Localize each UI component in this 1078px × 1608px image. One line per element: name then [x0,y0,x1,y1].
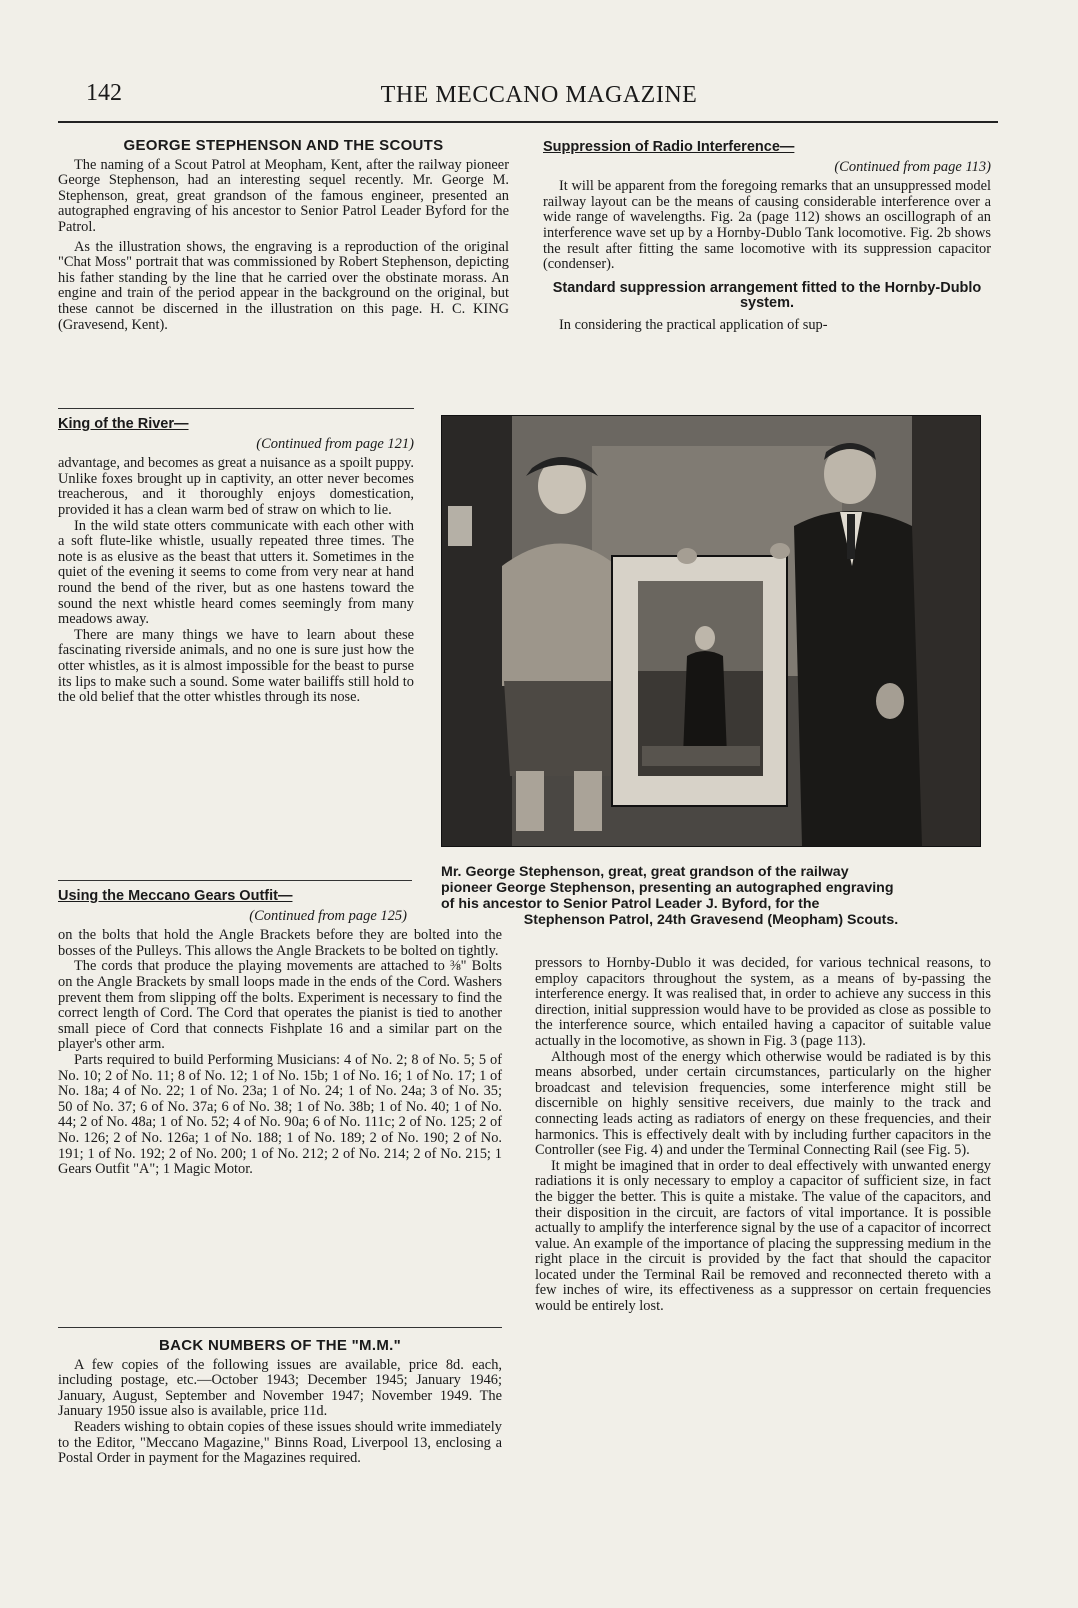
back-numbers-title: BACK NUMBERS OF THE "M.M." [158,1337,401,1354]
gears-paragraph-1: on the bolts that hold the Angle Brackets before they are bolted into the bosses of the Pulleys. This allows the Angle Brackets to be bolted on tightly. [58,927,502,959]
scouts-paragraph-2: As the illustration shows, the engraving is a reproduction of the original "Chat Moss" portrait that was commissioned by Robert Stephenson, depicting his father standing by the line that he carried over the obstinate morass. An engine and train of the period appear in the background on the original, but these cannot be discerned in the illustration on this page. H. C. KING (Gravesend, Kent). [58,238,509,333]
radio-continuation-paragraph-3: It might be imagined that in order to deal effectively with unwanted energy radiations it is only necessary to employ a capacitor of sufficient size, in fact the bigger the better. This is quite a mistake. The value of the capacitors, and their disposition in the circuit, are factors of vital importance. It is possible actually to amplify the interference signal by the use of a capacitor of incorrect value. An example of the importance of placing the suppressing medium in the right place in the circuit is provided by the fact that should the capacitor located under the Terminal Rail be removed and reconnected thereto with a few inches of wire, its effectiveness as a suppressor on certain frequencies would be entirely lost. [535,1157,991,1315]
king-of-river-continued: (Continued from page 121) [256,435,414,452]
header-rule [58,121,998,123]
gears-paragraph-2: The cords that produce the playing movements are attached to ⅜" Bolts on the Angle Brackets by small loops made in the ends of the Cord. Washers prevent them from slipping off the bolts. Experiment is necessary to find the correct length of Cord. The Cord that operates the pianist is tied to another small piece of Cord that connects Fishplate 16 and a similar part on the player's other arm. [58,958,502,1053]
radio-paragraph-1: It will be apparent from the foregoing remarks that an unsuppressed model railway layout can be the means of causing considerable interference over a wide range of wavelengths. Fig. 2a (page 112) shows an oscillograph of an interference wave set up by a Hornby-Dublo Tank locomotive. Fig. 2b shows the result after fitting the same locomotive with its suppression capacitor (condenser). [543,178,991,273]
section-rule [58,1327,502,1328]
caption-line: Stephenson Patrol, 24th Gravesend (Meopham) Scouts. [523,912,899,928]
gears-article [58,880,502,1178]
king-paragraph-3: There are many things we have to learn about these fascinating riverside animals, and no one is sure just how the otter whistles, as it is almost impossible for the beast to purse its lips to make such a sound. Some water bailiffs still hold to the old belief that the otter whistles through its nose. [58,626,414,706]
gears-continued: (Continued from page 125) [249,907,407,924]
scouts-paragraph-1: The naming of a Scout Patrol at Meopham, Kent, after the railway pioneer George Stephenson, had an interesting sequel recently. Mr. George M. Stephenson, great, great grandson of the famous engineer, presented an autographed engraving of his ancestor to Senior Patrol Leader Byford for the Patrol. [58,156,509,235]
radio-continuation-paragraph-2: Although most of the energy which otherwise would be radiated is by this means absorbed, under certain circumstances, particularly on the higher broadcast and television frequencies, some interference might still be discernible on highly sensitive receivers, due mainly to the track and connecting leads acting as radiators of energy on these frequencies, and their harmonics. This is effectively dealt with by including further capacitors in the Controller (see Fig. 4) and under the Terminal Connecting Rail (see Fig. 5). [535,1048,991,1159]
radio-paragraph-2: In considering the practical application of sup- [559,316,828,333]
scouts-article [58,138,509,333]
king-paragraph-1: advantage, and becomes as great a nuisance as a spoilt puppy. Unlike foxes brought up in captivity, an otter never becomes treacherous, and it thoroughly enjoys domestication, provided it has a clean warm bed of straw on which to lie. [58,455,414,518]
caption-line: pioneer George Stephenson, presenting an autographed engraving [441,880,894,896]
caption-line: Mr. George Stephenson, great, great grandson of the railway [441,864,849,880]
photo-illustration [442,416,980,846]
section-rule [58,880,412,881]
radio-subheading: Standard suppression arrangement fitted to the Hornby-Dublo system. [552,279,982,312]
magazine-title: THE MECCANO MAGAZINE [380,82,698,108]
back-numbers-paragraph-2: Readers wishing to obtain copies of these issues should write immediately to the Editor, "Meccano Magazine," Binns Road, Liverpool 13, enclosing a Postal Order in payment for the Magazines required. [58,1418,502,1467]
king-paragraph-2: In the wild state otters communicate with each other with a soft flute-like whistle, usually repeated three times. The note is as elusive as the beast that utters it. Sometimes in the quiet of the evening it seems to come from very near at hand round the bend of the river, but as one hastens toward the sound the next whistle heard comes seemingly from many meadows away. [58,517,414,628]
radio-title: Suppression of Radio Interference— [543,139,795,155]
back-numbers-article [58,1327,502,1467]
caption-line: of his ancestor to Senior Patrol Leader J. Byford, for the [441,896,820,912]
radio-continuation-paragraph-1: pressors to Hornby-Dublo it was decided, for various technical reasons, to employ capacitors throughout the system, as a means of by-passing the interference energy. It was realised that, in order to achieve any success in this direction, initial suppression would have to be provided as close as possible to the interference source, which entailed having a capacitor of suitable value actually in the locomotive, as shown in Fig. 3 (page 113). [535,955,991,1049]
scouts-photograph [441,415,981,847]
radio-article [543,140,991,334]
section-rule [58,408,414,409]
back-numbers-paragraph-1: A few copies of the following issues are available, price 8d. each, including postage, etc.—October 1943; December 1945; January 1946; January, August, September and November 1947; November 1949. The January 1950 issue also is available, price 11d. [58,1356,502,1420]
king-of-river-article [58,408,414,706]
gears-title: Using the Meccano Gears Outfit— [58,888,293,904]
page-number: 142 [86,80,122,106]
photo-caption [441,864,981,928]
king-of-river-title: King of the River— [58,416,189,432]
radio-continuation [535,956,991,1315]
gears-paragraph-3: Parts required to build Performing Musicians: 4 of No. 2; 8 of No. 5; 5 of No. 10; 2 of No. 11; 8 of No. 12; 1 of No. 15b; 1 of No. 16; 1 of No. 17; 1 of No. 18a; 4 of No. 22; 1 of No. 23a; 1 of No. 24; 1 of No. 24a; 3 of No. 35; 50 of No. 37; 6 of No. 37a; 6 of No. 38; 1 of No. 38b; 1 of No. 40; 1 of No. 44; 2 of No. 48a; 1 of No. 52; 4 of No. 90a; 6 of No. 111c; 2 of No. 125; 2 of No. 126; 2 of No. 126a; 1 of No. 188; 1 of No. 189; 2 of No. 190; 2 of No. 191; 1 of No. 192; 2 of No. 200; 1 of No. 212; 2 of No. 214; 2 of No. 215; 1 Gears Outfit "A"; 1 Magic Motor. [58,1051,502,1178]
radio-continued: (Continued from page 113) [834,158,991,175]
scouts-title: GEORGE STEPHENSON AND THE SCOUTS [123,137,444,154]
